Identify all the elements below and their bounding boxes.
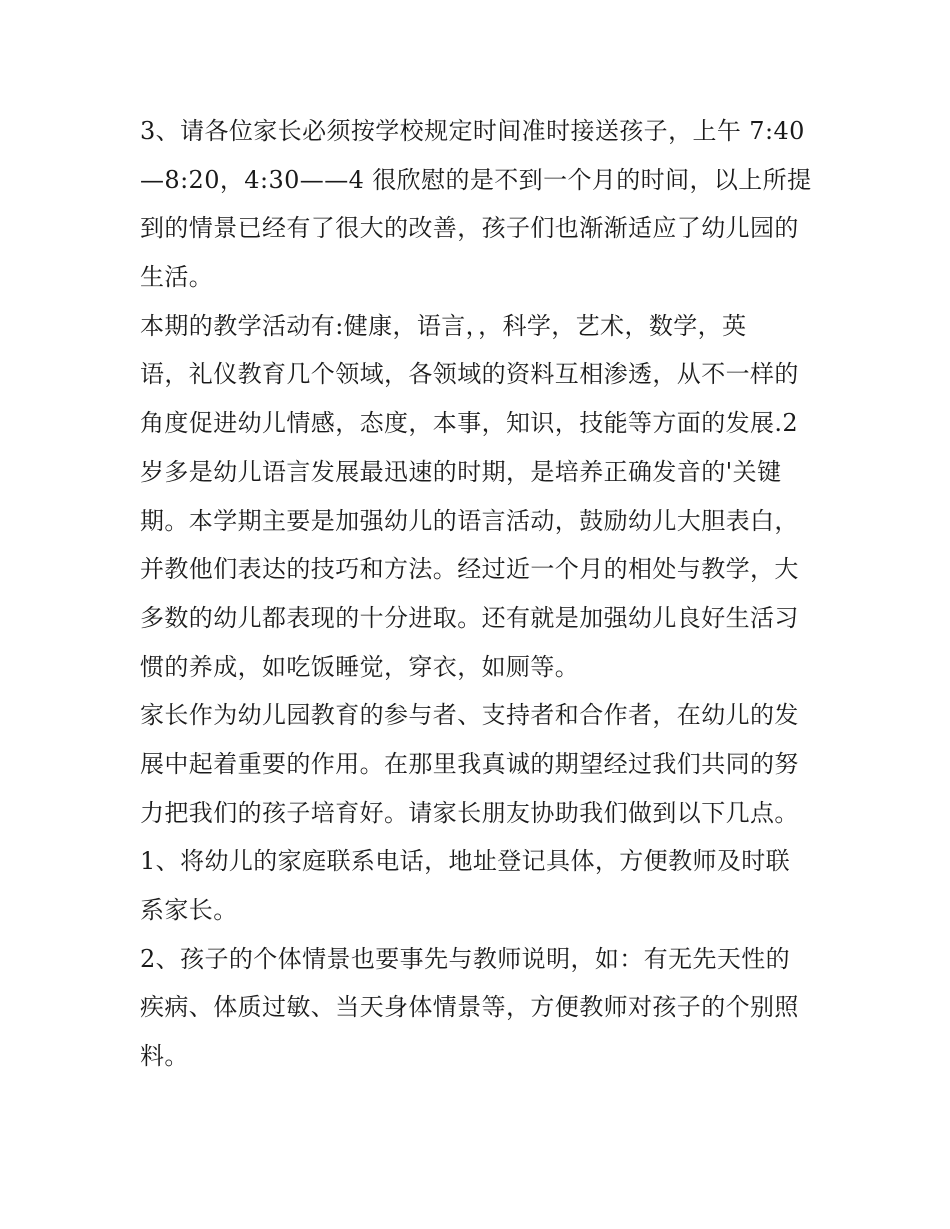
text-line: 疾病、体质过敏、当天身体情景等，方便教师对孩子的个别照 <box>140 993 799 1022</box>
text-line: 1、将幼儿的家庭联系电话，地址登记具体，方便教师及时联 <box>140 847 791 876</box>
text-line: 角度促进幼儿情感，态度，本事，知识，技能等方面的发展.2 <box>140 409 799 438</box>
text-line: 本期的教学活动有:健康，语言，，科学，艺术，数学，英 <box>140 311 747 340</box>
text-line: 惯的养成，如吃饭睡觉，穿衣，如厕等。 <box>140 652 580 681</box>
text-line: 期。本学期主要是加强幼儿的语言活动，鼓励幼儿大胆表白， <box>140 506 799 535</box>
text-line: 生活。 <box>140 263 214 292</box>
text-line: 岁多是幼儿语言发展最迅速的时期，是培养正确发音的'关键 <box>140 457 782 486</box>
text-line: 语，礼仪教育几个领域，各领域的资料互相渗透，从不一样的 <box>140 360 799 389</box>
text-line: 力把我们的孩子培育好。请家长朋友协助我们做到以下几点。 <box>140 798 799 827</box>
text-line: —8:20，4:30——4 很欣慰的是不到一个月的时间，以上所提 <box>140 165 812 194</box>
text-line: 3、请各位家长必须按学校规定时间准时接送孩子，上午 7:40 <box>140 117 805 145</box>
text-line: 家长作为幼儿园教育的参与者、支持者和合作者，在幼儿的发 <box>140 701 799 730</box>
text-line: 到的情景已经有了很大的改善，孩子们也渐渐适应了幼儿园的 <box>140 214 799 243</box>
document-body <box>140 107 820 1081</box>
text-line: 多数的幼儿都表现的十分进取。还有就是加强幼儿良好生活习 <box>140 603 799 632</box>
text-line: 并教他们表达的技巧和方法。经过近一个月的相处与教学，大 <box>140 555 799 584</box>
text-line: 2、孩子的个体情景也要事先与教师说明，如：有无先天性的 <box>140 944 791 973</box>
text-line: 系家长。 <box>140 896 238 924</box>
text-line: 展中起着重要的作用。在那里我真诚的期望经过我们共同的努 <box>140 749 799 778</box>
text-line: 料。 <box>140 1042 189 1071</box>
